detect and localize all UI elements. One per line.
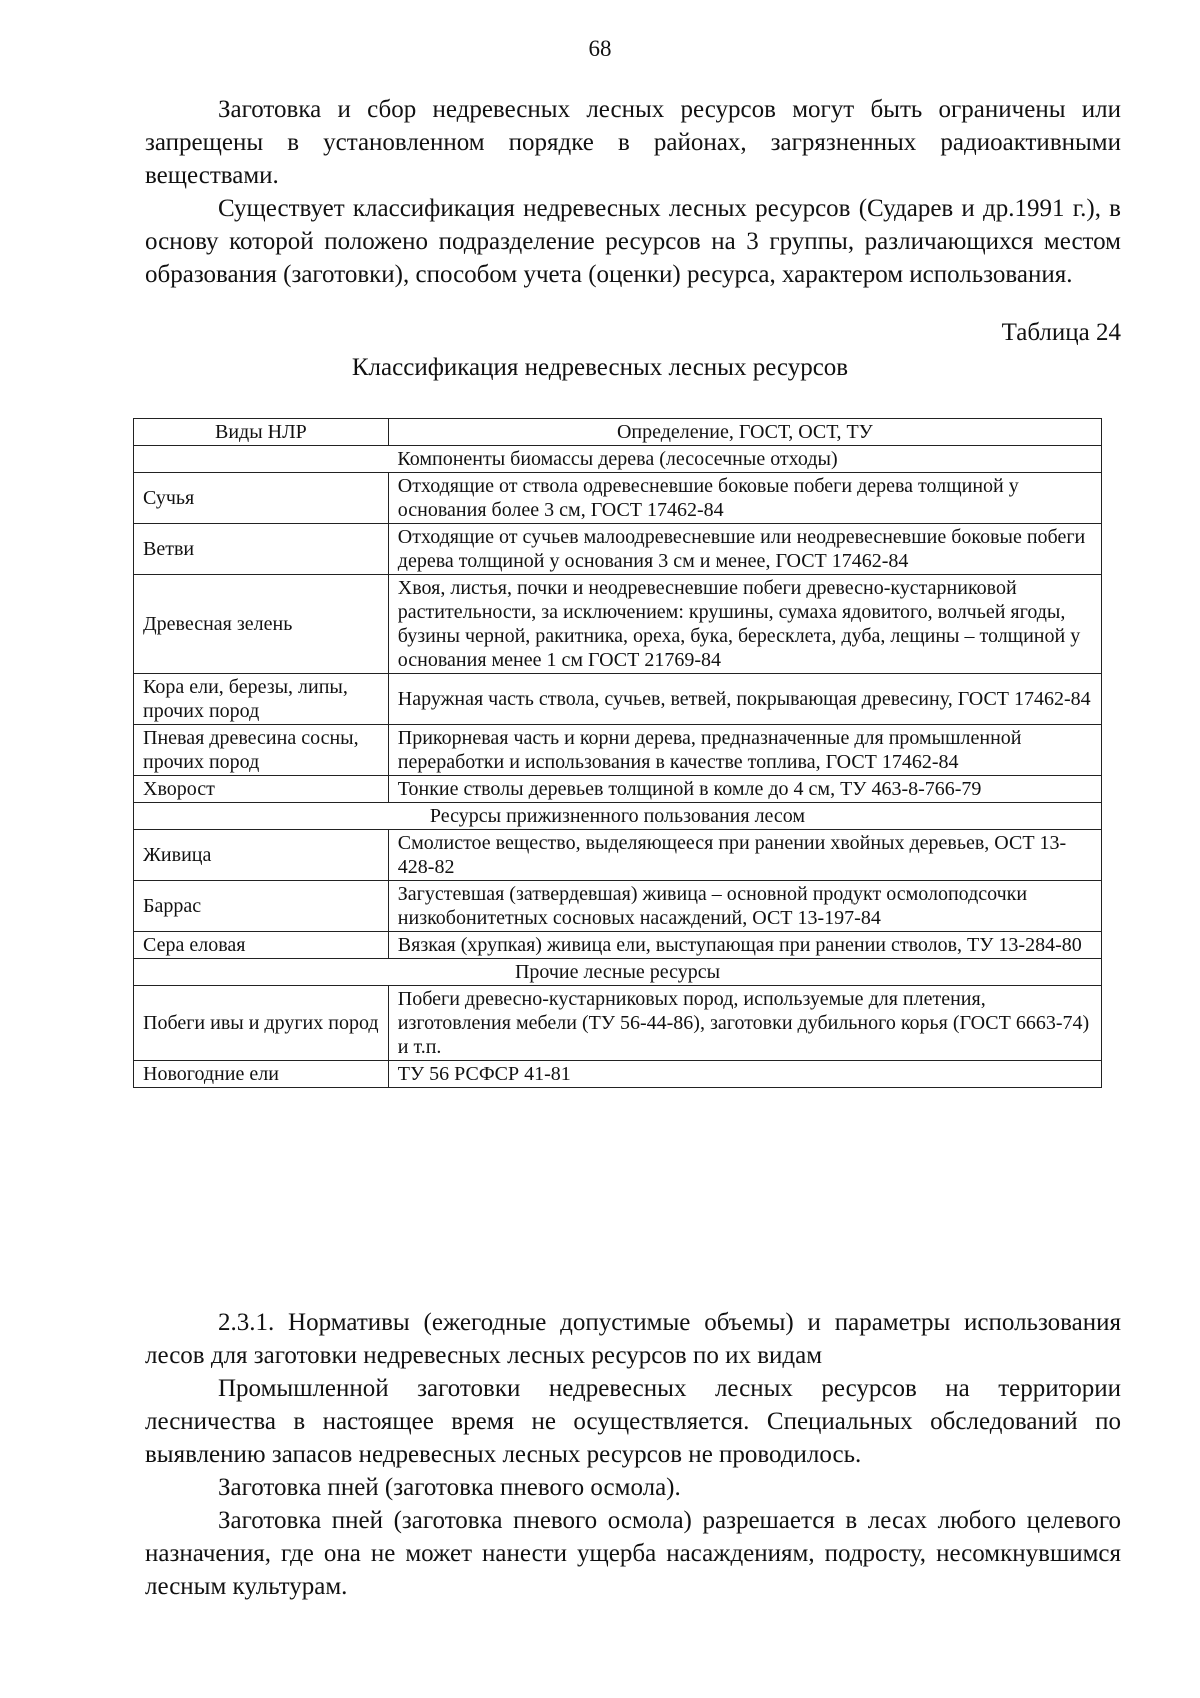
resource-type-cell: Новогодние ели	[134, 1061, 389, 1088]
group-heading: Компоненты биомассы дерева (лесосечные отходы)	[134, 446, 1102, 473]
intro-text	[145, 93, 1121, 291]
table-group-row	[134, 446, 1102, 473]
definition-cell: Хвоя, листья, почки и неодревесневшие побеги древесно-кустарниковой растительности, за исключением: крушины, сумаха ядовитого, волчьей ягоды, бузины черной, ракитника, ореха, бука, бересклета, дуба, лещины – толщиной у основания менее 1 см ГОСТ 21769-84	[388, 575, 1101, 674]
definition-cell: Отходящие от ствола одревесневшие боковые побеги дерева толщиной у основания более 3 см, ГОСТ 17462-84	[388, 473, 1101, 524]
page-number: 68	[588, 36, 612, 61]
header-cell-type: Виды НЛР	[134, 419, 389, 446]
resource-type-cell: Хворост	[134, 776, 389, 803]
classification-table	[133, 418, 1102, 1088]
resource-type-cell: Кора ели, березы, липы, прочих пород	[134, 674, 389, 725]
table-row	[134, 830, 1102, 881]
table-row	[134, 1061, 1102, 1088]
paragraph: Заготовка пней (заготовка пневого осмола) разрешается в лесах любого целевого назначения, где она не может нанести ущерба насаждениям, подросту, несомкнувшимся лесным культурам.	[145, 1507, 1121, 1600]
definition-cell: Наружная часть ствола, сучьев, ветвей, покрывающая древесину, ГОСТ 17462-84	[388, 674, 1101, 725]
definition-cell: Отходящие от сучьев малоодревесневшие или неодревесневшие боковые побеги дерева толщиной у основания 3 см и менее, ГОСТ 17462-84	[388, 524, 1101, 575]
table-group-row	[134, 959, 1102, 986]
resource-type-cell: Живица	[134, 830, 389, 881]
table-group-row	[134, 803, 1102, 830]
resource-type-cell: Древесная зелень	[134, 575, 389, 674]
table-row	[134, 986, 1102, 1061]
table-header-row	[134, 419, 1102, 446]
table-title: Классификация недревесных лесных ресурсов	[351, 354, 849, 381]
paragraph: Существует классификация недревесных лесных ресурсов (Сударев и др.1991 г.), в основу которой положено подразделение ресурсов на 3 группы, различающихся местом образования (заготовки), способом учета (оценки) ресурса, характером использования.	[145, 195, 1121, 288]
resource-type-cell: Ветви	[134, 524, 389, 575]
definition-cell: Вязкая (хрупкая) живица ели, выступающая при ранении стволов, ТУ 13-284-80	[388, 932, 1101, 959]
paragraph: 2.3.1. Нормативы (ежегодные допустимые объемы) и параметры использования лесов для заготовки недревесных лесных ресурсов по их видам	[145, 1309, 1121, 1369]
table-body	[134, 446, 1102, 1088]
resource-type-cell: Сучья	[134, 473, 389, 524]
table-row	[134, 881, 1102, 932]
paragraph: Промышленной заготовки недревесных лесных ресурсов на территории лесничества в настоящее время не осуществляется. Специальных обследований по выявлению запасов недревесных лесных ресурсов не проводилось.	[145, 1375, 1121, 1468]
definition-cell: Смолистое вещество, выделяющееся при ранении хвойных деревьев, ОСТ 13-428-82	[388, 830, 1101, 881]
table-row	[134, 932, 1102, 959]
paragraph: Заготовка и сбор недревесных лесных ресурсов могут быть ограничены или запрещены в установленном порядке в районах, загрязненных радиоактивными веществами.	[145, 96, 1121, 189]
resource-type-cell: Пневая древесина сосны, прочих пород	[134, 725, 389, 776]
resource-type-cell: Сера еловая	[134, 932, 389, 959]
table-row	[134, 776, 1102, 803]
definition-cell: Прикорневая часть и корни дерева, предназначенные для промышленной переработки и использования в качестве топлива, ГОСТ 17462-84	[388, 725, 1101, 776]
table-row	[134, 725, 1102, 776]
resource-type-cell: Баррас	[134, 881, 389, 932]
definition-cell: ТУ 56 РСФСР 41-81	[388, 1061, 1101, 1088]
header-cell-definition: Определение, ГОСТ, ОСТ, ТУ	[388, 419, 1101, 446]
definition-cell: Тонкие стволы деревьев толщиной в комле до 4 см, ТУ 463-8-766-79	[388, 776, 1101, 803]
group-heading: Прочие лесные ресурсы	[134, 959, 1102, 986]
table-row	[134, 674, 1102, 725]
table-row	[134, 575, 1102, 674]
table-row	[134, 524, 1102, 575]
table-label: Таблица 24	[1001, 319, 1121, 346]
definition-cell: Побеги древесно-кустарниковых пород, используемые для плетения, изготовления мебели (ТУ 56-44-86), заготовки дубильного корья (ГОСТ 6663-74) и т.п.	[388, 986, 1101, 1061]
table-row	[134, 473, 1102, 524]
paragraph: Заготовка пней (заготовка пневого осмола).	[218, 1474, 681, 1501]
resource-type-cell: Побеги ивы и других пород	[134, 986, 389, 1061]
group-heading: Ресурсы прижизненного пользования лесом	[134, 803, 1102, 830]
definition-cell: Загустевшая (затвердевшая) живица – основной продукт осмолоподсочки низкобонитетных сосновых насаждений, ОСТ 13-197-84	[388, 881, 1101, 932]
outro-text	[145, 1306, 1121, 1603]
